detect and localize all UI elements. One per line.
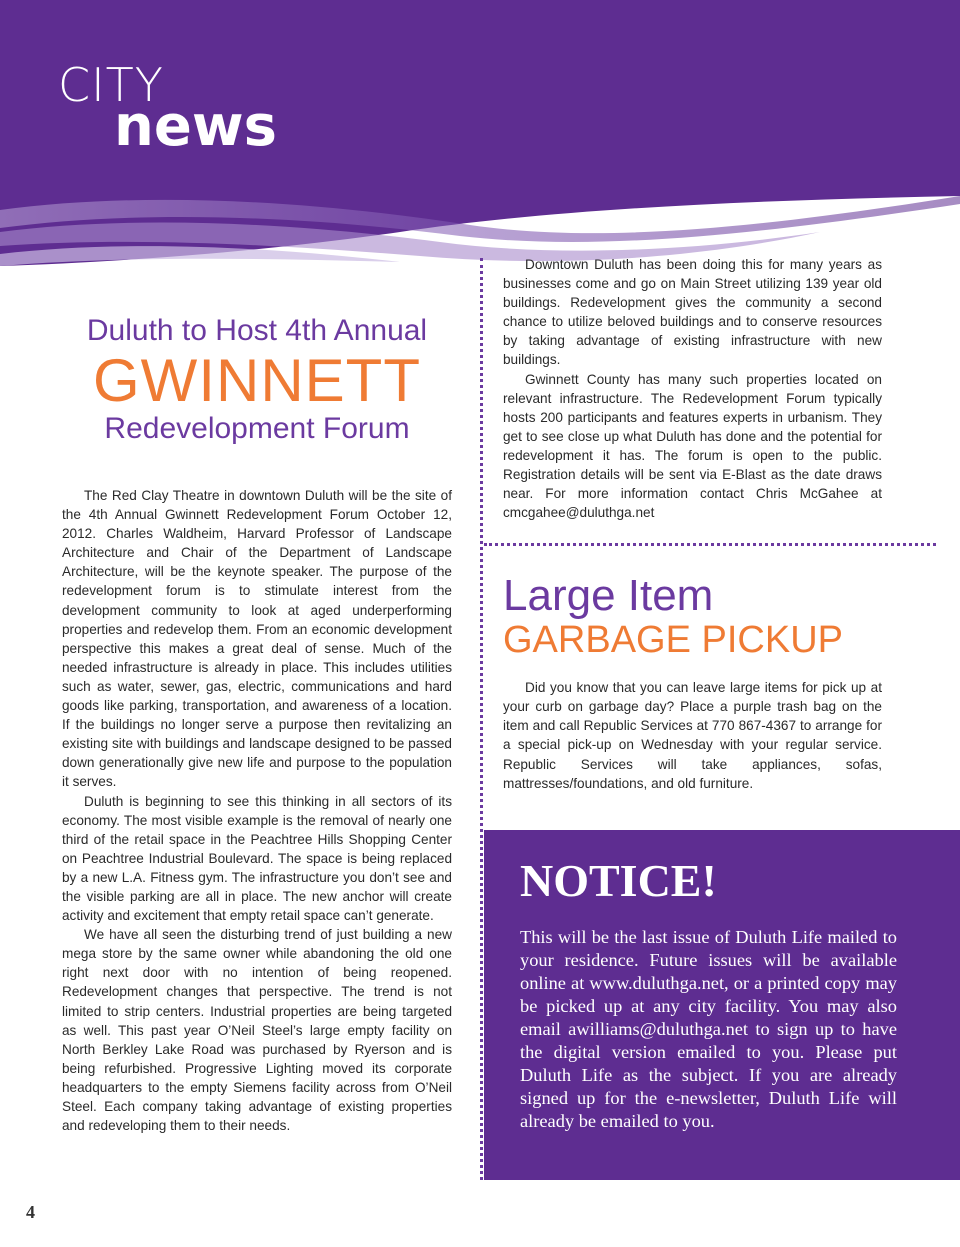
forum-article-continued (503, 255, 882, 522)
section-divider (484, 543, 936, 546)
notice-box (484, 830, 960, 1180)
forum-paragraph: Duluth is beginning to see this thinking in all sectors of its economy. The most visible example is the removal of nearly one third of the retail space in the Peachtree Hills Shopping Center on Peachtree Industrial Boulevard. The space is being replaced by a new L.A. Fitness gym. The infrastructure you don’t see and the visible parking are all in place. The new anchor will create activity and excitement that empty retail space can’t generate. (62, 793, 452, 924)
forum-paragraph: Gwinnett County has many such properties located on relevant infrastructure. The Redevelopment Forum typically hosts 200 participants and features experts in urbanism. They get to see close up what Duluth has done and the potential for redevelopment it has. The forum is open to the public. Registration details will be sent via E-Blast as the date draws near. For more information contact Chris McGahee at cmcgahee@duluthga.net (503, 371, 882, 521)
masthead-city: CITY (58, 58, 164, 112)
garbage-body (503, 678, 882, 793)
garbage-paragraph: Did you know that you can leave large items for pick up at your curb on garbage day? Place a purple trash bag on the item and call Republic Services at 770 867-4367 to arrange for a special pick-up on Wednesday with your regular service. Republic Services will take appliances, sofas, mattresses/foundations, and old furniture. (503, 680, 882, 791)
masthead-news: news (114, 94, 277, 159)
masthead (0, 0, 960, 270)
forum-headline: GWINNETT (93, 346, 421, 414)
garbage-subtitle: GARBAGE PICKUP (503, 619, 843, 662)
garbage-article (503, 572, 882, 793)
forum-body (62, 486, 452, 1135)
forum-paragraph: Downtown Duluth has been doing this for many years as businesses come and go on Main Street utilizing 139 year old buildings. Redevelopment gives the community a second chance to utilize beloved buildings and to conserve resources by taking advantage of existing infrastructure with new buildings. (503, 257, 882, 368)
forum-kicker: Duluth to Host 4th Annual (86, 314, 428, 347)
forum-article (62, 314, 452, 1135)
forum-paragraph: We have all seen the disturbing trend of just building a new mega store by the same owner while abandoning the old one right next door with no intention of being reopened. Redevelopment changes that perspective. The trend is not limited to strip centers. Industrial properties are being targeted as well. This past year O’Neil Steel’s large empty facility on North Berkley Lake Road was purchased by Ryerson and is being refurbished. Progressive Lighting moved its corporate headquarters to the empty Siemens facility across from O’Neil Steel. Each company taking advantage of existing properties and redeveloping them to their needs. (62, 927, 452, 1134)
garbage-title: Large Item (503, 571, 714, 620)
column-divider (480, 258, 483, 1180)
forum-paragraph: The Red Clay Theatre in downtown Duluth will be the site of the 4th Annual Gwinnett Redevelopment Forum October 12, 2012. Charles Waldheim, Harvard Professor of Landscape Architecture and Chair of the Department of Landscape Architecture, will be the keynote speaker. The purpose of the redevelopment forum is to stimulate interest from the development community to look at aged underperforming properties and redevelop them. From an economic development perspective this makes a great deal of sense. Much of the needed infrastructure is already in place. This includes utilities such as water, sewer, gas, electric, communications and hard goods like parking, transportation, and awareness of a location. If the buildings no longer serve a purpose then revitalizing an existing site with buildings and landscape designed to be passed down generationally give new life and purpose to the population it serves. (62, 488, 452, 790)
notice-title: NOTICE! (520, 855, 717, 906)
forum-subhead: Redevelopment Forum (104, 411, 410, 445)
page-number: 4 (26, 1202, 35, 1222)
notice-body: This will be the last issue of Duluth Life mailed to your residence. Future issues will be available online at www.duluthga.net, or a printed copy may be picked up at any city facility. You may also email awilliams@duluthga.net to sign up to have the digital version emailed to you. Please put Duluth Life as the subject. If you are already signed up for the e-newsletter, Duluth Life will already be emailed to you. (520, 927, 897, 1131)
